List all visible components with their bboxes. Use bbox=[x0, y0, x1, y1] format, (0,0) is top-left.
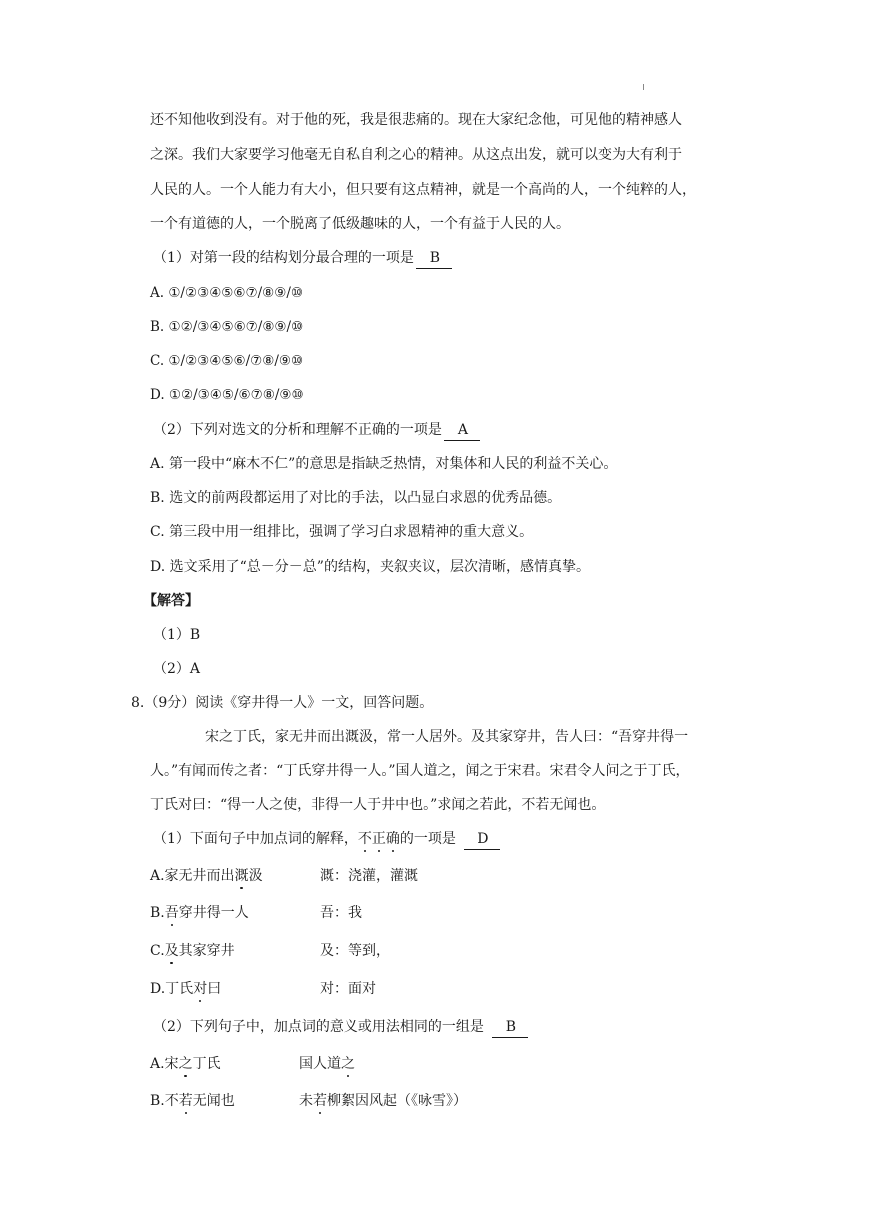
q8-1-gloss-d: 对：面对 bbox=[320, 981, 376, 997]
question-stem-text: （1）对第一段的结构划分最合理的一项是 bbox=[153, 250, 414, 266]
row-text: 曰 bbox=[207, 981, 222, 997]
emphasized-word bbox=[358, 831, 400, 847]
dotted-char: 正 bbox=[371, 831, 386, 847]
row-text: C. bbox=[150, 943, 165, 959]
row-text: A.宋 bbox=[150, 1056, 179, 1072]
option-c: C. ①/②③④⑤⑥/⑦⑧/⑨⑩ bbox=[150, 353, 304, 369]
row-text: 未 bbox=[299, 1093, 313, 1109]
question-8-2-stem bbox=[153, 1017, 528, 1038]
q8-1-row-b bbox=[150, 903, 249, 923]
dotted-word: 溉 bbox=[234, 868, 249, 884]
dotted-word: 对 bbox=[193, 981, 208, 997]
answer-blank: A bbox=[444, 420, 480, 441]
dotted-word: 若 bbox=[313, 1093, 327, 1109]
option-d: D. 选文采用了“总－分－总”的结构，夹叙夹议，层次清晰，感情真挚。 bbox=[150, 559, 590, 575]
passage-line-1: 还不知他收到没有。对于他的死，我是很悲痛的。现在大家纪念他，可见他的精神感人 bbox=[150, 112, 682, 128]
question-stem-text: （2）下列对选文的分析和理解不正确的一项是 bbox=[153, 422, 442, 438]
question-7-1-stem bbox=[153, 248, 452, 269]
question-7-2-stem bbox=[153, 420, 480, 441]
row-text: 无闻也 bbox=[192, 1093, 235, 1109]
solution-answer-2: （2）A bbox=[153, 661, 201, 677]
q8-1-row-d bbox=[150, 979, 221, 999]
option-d: D. ①②/③④⑤/⑥⑦⑧/⑨⑩ bbox=[150, 387, 304, 403]
q8-passage-line-3: 丁氏对曰：“得一人之使，非得一人于井中也。”求闻之若此，不若无闻也。 bbox=[150, 797, 606, 813]
dotted-word: 若 bbox=[178, 1093, 193, 1109]
question-stem-text-c: 的一项是 bbox=[399, 831, 456, 847]
dotted-char: 确 bbox=[385, 831, 400, 847]
answer-blank: B bbox=[416, 248, 452, 269]
question-8-stem: 8.（9分）阅读《穿井得一人》一文，回答问题。 bbox=[131, 695, 434, 711]
q8-1-gloss-a: 溉：浇灌，灌溉 bbox=[320, 868, 418, 884]
dotted-char: 不 bbox=[357, 831, 372, 847]
row-text: 其家穿井 bbox=[178, 943, 235, 959]
option-b: B. ①②/③④⑤⑥⑦/⑧⑨/⑩ bbox=[150, 319, 304, 335]
answer-blank: D bbox=[464, 829, 500, 850]
q8-passage-line-1: 宋之丁氏，家无井而出溉汲，常一人居外。及其家穿井，告人曰：“吾穿井得一 bbox=[205, 729, 689, 745]
solution-answer-1: （1）B bbox=[153, 627, 201, 643]
question-8-1-stem bbox=[153, 829, 500, 850]
question-stem-text-a: （1）下面句子中加点词的解释， bbox=[153, 831, 358, 847]
q8-2-row-a-right bbox=[299, 1054, 355, 1074]
row-text: D.丁氏 bbox=[150, 981, 194, 997]
q8-2-row-b-right bbox=[299, 1091, 467, 1111]
row-text: 丁氏 bbox=[192, 1056, 221, 1072]
question-stem-text: （2）下列句子中，加点词的意义或用法相同的一组是 bbox=[153, 1019, 484, 1035]
row-text: 穿井得一人 bbox=[178, 905, 249, 921]
row-text: 汲 bbox=[248, 868, 263, 884]
dotted-word: 之 bbox=[178, 1056, 193, 1072]
row-text: A.家无井而出 bbox=[150, 868, 235, 884]
q8-2-row-a-left bbox=[150, 1054, 221, 1074]
row-text: B. bbox=[150, 905, 165, 921]
answer-blank: B bbox=[492, 1017, 528, 1038]
option-a: A. ①/②③④⑤⑥⑦/⑧⑨/⑩ bbox=[150, 285, 304, 301]
row-text: 国人道 bbox=[299, 1056, 341, 1072]
passage-line-2: 之深。我们大家要学习他毫无自私自利之心的精神。从这点出发，就可以变为大有利于 bbox=[150, 147, 682, 163]
solution-heading: 【解答】 bbox=[143, 593, 199, 609]
option-b: B. 选文的前两段都运用了对比的手法，以凸显白求恩的优秀品德。 bbox=[150, 490, 562, 506]
q8-passage-line-2: 人。”有闻而传之者：“丁氏穿井得一人。”国人道之，闻之于宋君。宋君令人问之于丁氏， bbox=[150, 763, 690, 779]
q8-1-row-c bbox=[150, 941, 235, 961]
dotted-word: 吾 bbox=[164, 905, 179, 921]
q8-1-gloss-c: 及：等到， bbox=[320, 943, 390, 959]
row-text: B.不 bbox=[150, 1093, 179, 1109]
option-c: C. 第三段中用一组排比，强调了学习白求恩精神的重大意义。 bbox=[150, 524, 534, 540]
row-text: 柳絮因风起（《咏雪》） bbox=[327, 1093, 467, 1109]
q8-1-row-a bbox=[150, 866, 263, 886]
q8-1-gloss-b: 吾：我 bbox=[320, 905, 362, 921]
page-mark bbox=[643, 84, 644, 90]
option-a: A. 第一段中“麻木不仁”的意思是指缺乏热情，对集体和人民的利益不关心。 bbox=[150, 456, 618, 472]
dotted-word: 之 bbox=[341, 1056, 355, 1072]
dotted-word: 及 bbox=[164, 943, 179, 959]
q8-2-row-b-left bbox=[150, 1091, 235, 1111]
passage-line-4: 一个有道德的人，一个脱离了低级趣味的人，一个有益于人民的人。 bbox=[150, 216, 570, 232]
passage-line-3: 人民的人。一个人能力有大小，但只要有这点精神，就是一个高尚的人，一个纯粹的人， bbox=[150, 182, 696, 198]
